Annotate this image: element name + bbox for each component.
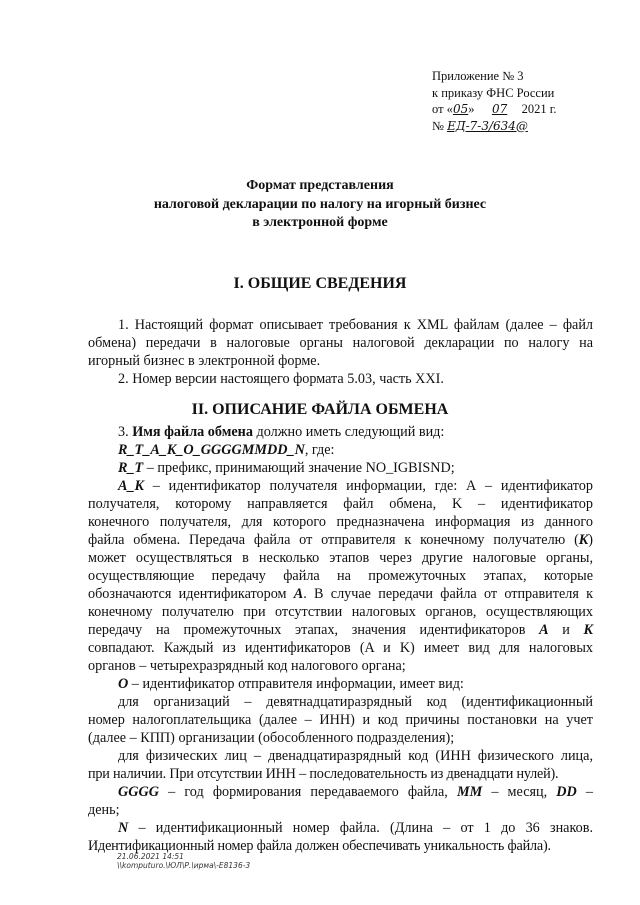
paragraph-3-intro: 3. Имя файла обмена должно иметь следующий вид:: [118, 424, 445, 440]
individuals-line-1: для физических лиц – двенадцатиразрядный код (ИНН физического лица,: [118, 748, 593, 764]
file-name-pattern: R_T_A_K_O_GGGGMMDD_N, где:: [118, 442, 335, 458]
organizations-line-2: номер налогоплательщика (далее – ИНН) и код причины постановки на учет: [88, 712, 593, 728]
section-heading-exchange-file: II. ОПИСАНИЕ ФАЙЛА ОБМЕНА: [191, 401, 449, 418]
footer-file-path: \\komputuro.\ЮЛ\Р.\ирма\-Е8136-3: [117, 861, 251, 870]
recipient-definition-line-8: конечному получателю при отсутствии налоговых органов, осуществляющих: [88, 604, 593, 620]
appendix-block: [432, 68, 557, 134]
appendix-line-1: Приложение № 3: [432, 69, 524, 83]
title-line-3: в электронной форме: [252, 215, 388, 230]
title-line-2: налоговой декларации по налогу на игорный бизнес: [153, 196, 487, 212]
recipient-definition-line-10: совпадают. Каждый из идентификаторов (A и K) имеет вид для налоговых: [88, 640, 593, 656]
footer-stamp: [117, 852, 250, 870]
organizations-line-1: для организаций – девятнадцатиразрядный код (идентификационный: [118, 694, 593, 710]
number-definition-line-2: Идентификационный номер файла должен обеспечивать уникальность файла).: [88, 838, 551, 854]
recipient-definition-line-3: конечного получателя, для которого предназначена информация из данного: [88, 514, 593, 530]
appendix-date: от «05» 07 2021 г.: [432, 102, 557, 116]
recipient-definition-line-9: передачу на промежуточных этапах, значения идентификаторов А и K: [88, 622, 594, 638]
date-definition-line-1: GGGG – год формирования передаваемого файла, MM – месяц, DD –: [118, 784, 593, 800]
paragraph-1-line-2: обмена) передачи в налоговые органы налоговой декларации по налогу на: [88, 335, 593, 351]
date-definition-line-2: день;: [88, 802, 120, 818]
handwritten-day: 05: [452, 102, 469, 116]
recipient-definition-line-2: получателя, которому направляется файл обмена, K – идентификатор: [88, 496, 593, 512]
term-file-name: Имя файла обмена: [132, 424, 253, 440]
prefix-definition: R_T – префикс, принимающий значение NO_IGBISND;: [118, 460, 455, 476]
paragraph-2: 2. Номер версии настоящего формата 5.03, часть XXI.: [118, 371, 444, 387]
sender-definition: O – идентификатор отправителя информации, имеет вид:: [118, 676, 464, 692]
recipient-definition-line-6: осуществляющие передачу файла на промежуточных этапах, которые: [88, 568, 593, 584]
recipient-definition-line-7: обозначаются идентификатором А. В случае передачи файла от отправителя к: [88, 586, 593, 602]
appendix-number: № ЕД-7-3/634@: [432, 118, 528, 133]
individuals-line-2: при наличии. При отсутствии ИНН – последовательность из двенадцати нулей).: [88, 766, 559, 782]
document-title: [0, 177, 640, 233]
appendix-line-2: к приказу ФНС России: [432, 85, 555, 100]
number-definition-line-1: N – идентификационный номер файла. (Длина – от 1 до 36 знаков.: [118, 820, 593, 836]
paragraph-1-line-1: 1. Настоящий формат описывает требования к XML файлам (далее – файл: [118, 317, 593, 333]
title-line-1: Формат представления: [246, 178, 394, 193]
handwritten-month: 07: [491, 102, 508, 116]
paragraph-1-line-3: игорный бизнес в электронной форме.: [88, 353, 321, 369]
recipient-definition-line-1: A_K – идентификатор получателя информации, где: А – идентификатор: [118, 478, 593, 494]
recipient-definition-line-11: органов – четырехразрядный код налогового органа;: [88, 658, 406, 674]
recipient-definition-line-5: может осуществляться в несколько этапов через другие налоговые органы,: [88, 550, 593, 566]
organizations-line-3: (далее – КПП) организации (обособленного подразделения);: [88, 730, 455, 746]
handwritten-order-number: ЕД-7-3/634@: [447, 118, 528, 133]
footer-timestamp: 21.06.2021 14:51: [117, 852, 184, 861]
section-heading-general: I. ОБЩИЕ СВЕДЕНИЯ: [233, 275, 407, 292]
recipient-definition-line-4: файла обмена. Передача файла от отправителя к конечному получателю (K): [88, 532, 593, 548]
